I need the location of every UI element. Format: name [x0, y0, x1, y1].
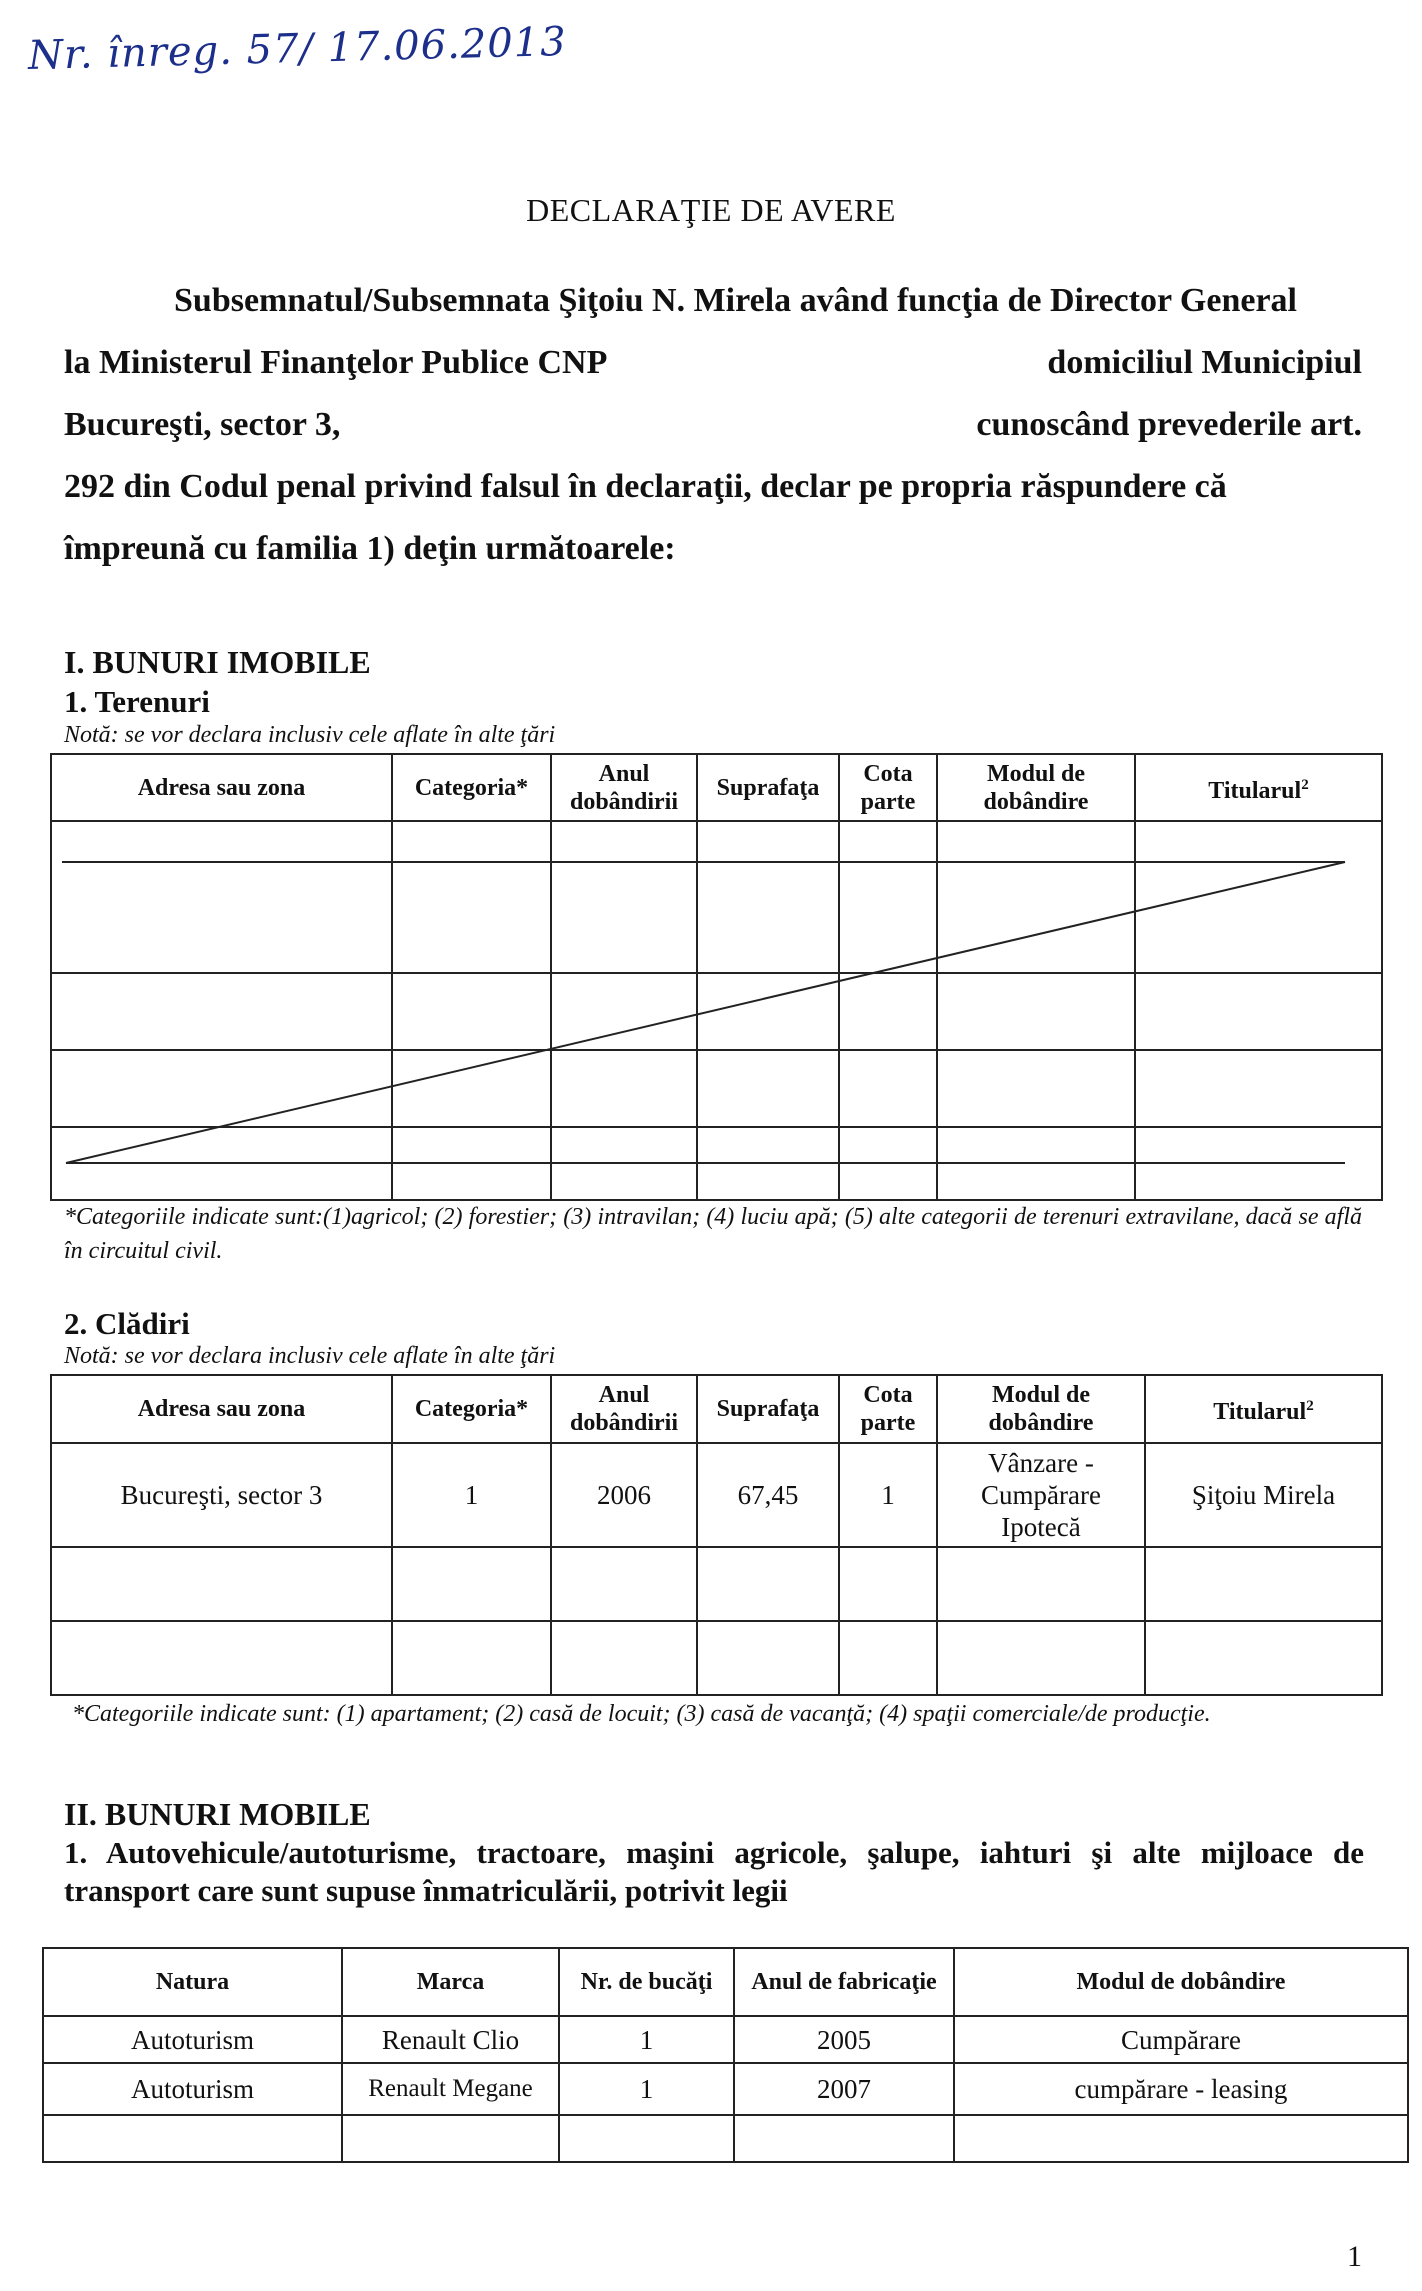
header-suprafata: Suprafaţa: [697, 1375, 839, 1443]
cell-marca: Renault Clio: [342, 2016, 559, 2063]
strike-diagonal-line: [66, 862, 1345, 1163]
header-modul: Modul de dobândire: [937, 754, 1135, 821]
page-number: 1: [1347, 2240, 1362, 2273]
terenuri-footnote: *Categoriile indicate sunt:(1)agricol; (2) forestier; (3) intravilan; (4) luciu apă; (5) alte categorii de terenuri extravilane, dacă se află în circuitul civil.: [64, 1204, 1362, 1264]
intro-line-5: împreună cu familia 1) deţin următoarele:: [64, 530, 676, 567]
intro-line-1: Subsemnatul/Subsemnata Şiţoiu N. Mirela având funcţia de Director General: [174, 282, 1297, 319]
cladiri-table: [50, 1374, 1383, 1696]
table-row: [51, 1547, 1382, 1621]
header-anul: Anul dobândirii: [551, 1375, 697, 1443]
vehicule-header-row: [43, 1948, 1408, 2016]
header-suprafata: Suprafaţa: [697, 754, 839, 821]
cell-anul: 2007: [734, 2063, 954, 2115]
table-row: [51, 1621, 1382, 1695]
terenuri-note: Notă: se vor declara inclusiv cele aflate în alte ţări: [64, 722, 556, 748]
header-titular: [1145, 1375, 1382, 1443]
header-cota: Cota parte: [839, 1375, 937, 1443]
table-row: [43, 2115, 1408, 2162]
intro-line-2-left: la Ministerul Finanţelor Publice CNP: [64, 344, 608, 381]
terenuri-heading: 1. Terenuri: [64, 684, 210, 719]
header-natura: Natura: [43, 1948, 342, 2016]
cell-natura: Autoturism: [43, 2016, 342, 2063]
cell-anul: 2006: [551, 1443, 697, 1547]
cell-titular: Şiţoiu Mirela: [1145, 1443, 1382, 1547]
vehicule-heading: 1. Autovehicule/autoturisme, tractoare, maşini agricole, şalupe, iahturi şi alte mijloace de transport care sunt supuse înmatriculării, potrivit legii: [64, 1835, 1364, 1908]
cell-categoria: 1: [392, 1443, 551, 1547]
cell-suprafata: 67,45: [697, 1443, 839, 1547]
header-categoria: Categoria*: [392, 754, 551, 821]
cell-nr: 1: [559, 2016, 734, 2063]
document-title: DECLARAŢIE DE AVERE: [526, 192, 896, 228]
vehicule-table: [42, 1947, 1409, 2163]
cell-natura: Autoturism: [43, 2063, 342, 2115]
cell-anul: 2005: [734, 2016, 954, 2063]
table-row: [43, 2016, 1408, 2063]
header-cota: Cota parte: [839, 754, 937, 821]
cell-cota: 1: [839, 1443, 937, 1547]
cell-modul: cumpărare - leasing: [954, 2063, 1408, 2115]
intro-line-3-left: Bucureşti, sector 3,: [64, 406, 341, 443]
intro-line-4: 292 din Codul penal privind falsul în declaraţii, declar pe propria răspundere că: [64, 468, 1227, 505]
header-modul-dobandire: Modul de dobândire: [954, 1948, 1408, 2016]
table-row: [43, 2063, 1408, 2115]
section-2-heading: II. BUNURI MOBILE: [64, 1796, 371, 1832]
header-modul: Modul de dobândire: [937, 1375, 1145, 1443]
cell-modul: Vânzare - Cumpărare Ipotecă: [937, 1443, 1145, 1547]
header-anul: Anul dobândirii: [551, 754, 697, 821]
header-adresa: Adresa sau zona: [51, 754, 392, 821]
intro-line-2-right: domiciliul Municipiul: [1047, 344, 1362, 381]
header-titular-text: Titularul: [1213, 1399, 1307, 1425]
table-row: [51, 1443, 1382, 1547]
titular-superscript: 2: [1306, 1398, 1314, 1414]
intro-line-3-right: cunoscând prevederile art.: [976, 406, 1362, 443]
header-adresa: Adresa sau zona: [51, 1375, 392, 1443]
header-nr-bucati: Nr. de bucăţi: [559, 1948, 734, 2016]
cladiri-footnote: *Categoriile indicate sunt: (1) apartament; (2) casă de locuit; (3) casă de vacanţă; (4) spaţii comerciale/de producţie.: [72, 1701, 1211, 1727]
cell-marca: Renault Megane: [342, 2063, 559, 2115]
cell-adresa: Bucureşti, sector 3: [51, 1443, 392, 1547]
header-anul-fabricatie: Anul de fabricaţie: [734, 1948, 954, 2016]
registration-mark: Nr. înreg. 57/ 17.06.2013: [27, 18, 568, 80]
cladiri-heading: 2. Clădiri: [64, 1306, 190, 1341]
header-titular-text: Titularul: [1208, 777, 1302, 804]
header-categoria: Categoria*: [392, 1375, 551, 1443]
header-marca: Marca: [342, 1948, 559, 2016]
cell-modul: Cumpărare: [954, 2016, 1408, 2063]
titular-superscript: 2: [1301, 776, 1309, 793]
cladiri-header-row: [51, 1375, 1382, 1443]
section-1-heading: I. BUNURI IMOBILE: [64, 644, 371, 680]
cell-nr: 1: [559, 2063, 734, 2115]
cladiri-note: Notă: se vor declara inclusiv cele aflate în alte ţări: [64, 1343, 556, 1369]
